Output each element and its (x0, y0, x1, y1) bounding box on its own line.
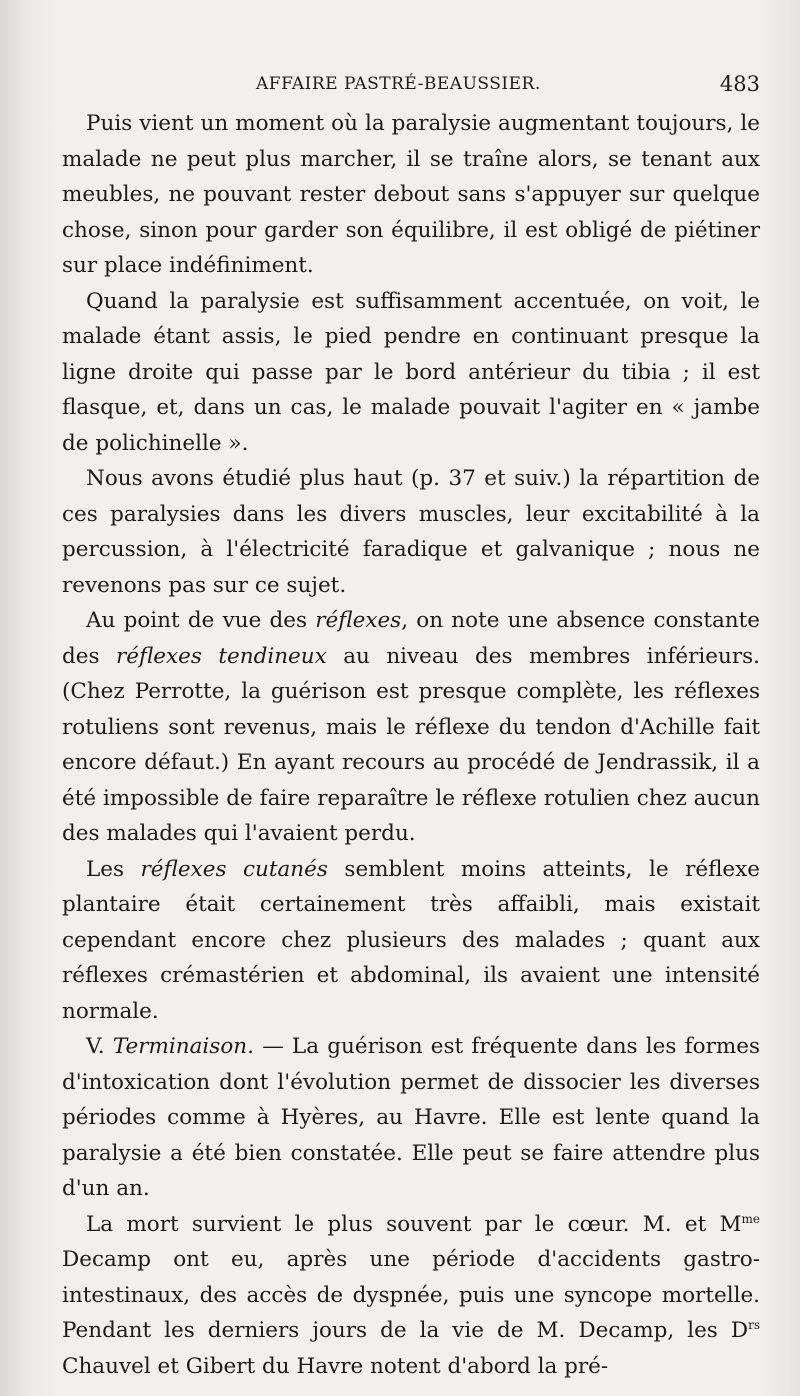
paragraph-paralysie-marche: Puis vient un moment où la paralysie augmentant toujours, le malade ne peut plus marcher, il se traîne alors, se tenant aux meubles, ne pouvant rester debout sans s'appuyer sur quelque chose, sinon pour garder son équilibre, il est obligé de piétiner sur place indéfiniment. (62, 111, 760, 278)
superscript: me (741, 1211, 760, 1226)
text-run: semblent moins atteints, le réflexe plantaire était certainement très affaibli, mais existait cependant encore chez plusieurs des malades ; quant aux réflexes crémastérien et abdominal, ils avaient une intensité normale. (62, 856, 760, 1024)
paragraph-terminaison (62, 1029, 760, 1207)
body-text (62, 106, 760, 1384)
text-run: Au point de vue des (86, 608, 316, 633)
paragraph-reflexes-cutanes (62, 852, 760, 1030)
italic-term: réflexes cutanés (140, 856, 328, 882)
page-header (62, 74, 760, 102)
paragraph-reflexes-tendineux (62, 603, 760, 852)
section-number: V. (86, 1034, 113, 1059)
italic-term: réflexes tendineux (115, 643, 327, 669)
text-run: Chauvel et Gibert du Havre notent d'abord la pré- (62, 1353, 609, 1379)
text-run: , on note une absence constante des (62, 608, 760, 669)
paragraph-pied-pendant: Quand la paralysie est suffisamment accentuée, on voit, le malade étant assis, le pied pendre en continuant presque la ligne droite qui passe par le bord antérieur du tibia ; il est flasque, et, dans un cas, le malade pouvait l'agiter en « jambe de polichinelle ». (62, 288, 760, 456)
superscript: rs (748, 1318, 760, 1332)
text-run: Les (86, 856, 141, 882)
running-head: AFFAIRE PASTRÉ-BEAUSSIER. (256, 74, 541, 94)
italic-term: réflexes (315, 608, 402, 633)
text-run: La mort survient le plus souvent par le cœur. M. et M (86, 1211, 742, 1237)
text-run: Decamp ont eu, après une période d'accidents gastro-intestinaux, des accès de dyspnée, puis une syncope mortelle. Pendant les derniers jours de la vie de M. Decamp, les D (62, 1247, 760, 1343)
paragraph-mort (62, 1207, 760, 1385)
text-run: au niveau des membres inférieurs. (Chez Perrotte, la guérison est presque complète, les réflexes rotuliens sont revenus, mais le réflexe du tendon d'Achille fait encore défaut.) En ayant recours au procédé de Jendrassik, il a été impossible de faire reparaître le réflexe rotulien chez aucun des malades qui l'avaient perdu. (62, 643, 760, 846)
paragraph-repartition: Nous avons étudié plus haut (p. 37 et suiv.) la répartition de ces paralysies dans les divers muscles, leur excitabilité à la percussion, à l'électricité faradique et galvanique ; nous ne revenons pas sur ce sujet. (62, 466, 760, 598)
page-number: 483 (719, 72, 760, 96)
text-run: — La guérison est fréquente dans les formes d'intoxication dont l'évolution permet de dissocier les diverses périodes comme à Hyères, au Havre. Elle est lente quand la paralysie a été bien constatée. Elle peut se faire attendre plus d'un an. (62, 1034, 760, 1201)
section-title: Terminaison. (112, 1034, 254, 1059)
